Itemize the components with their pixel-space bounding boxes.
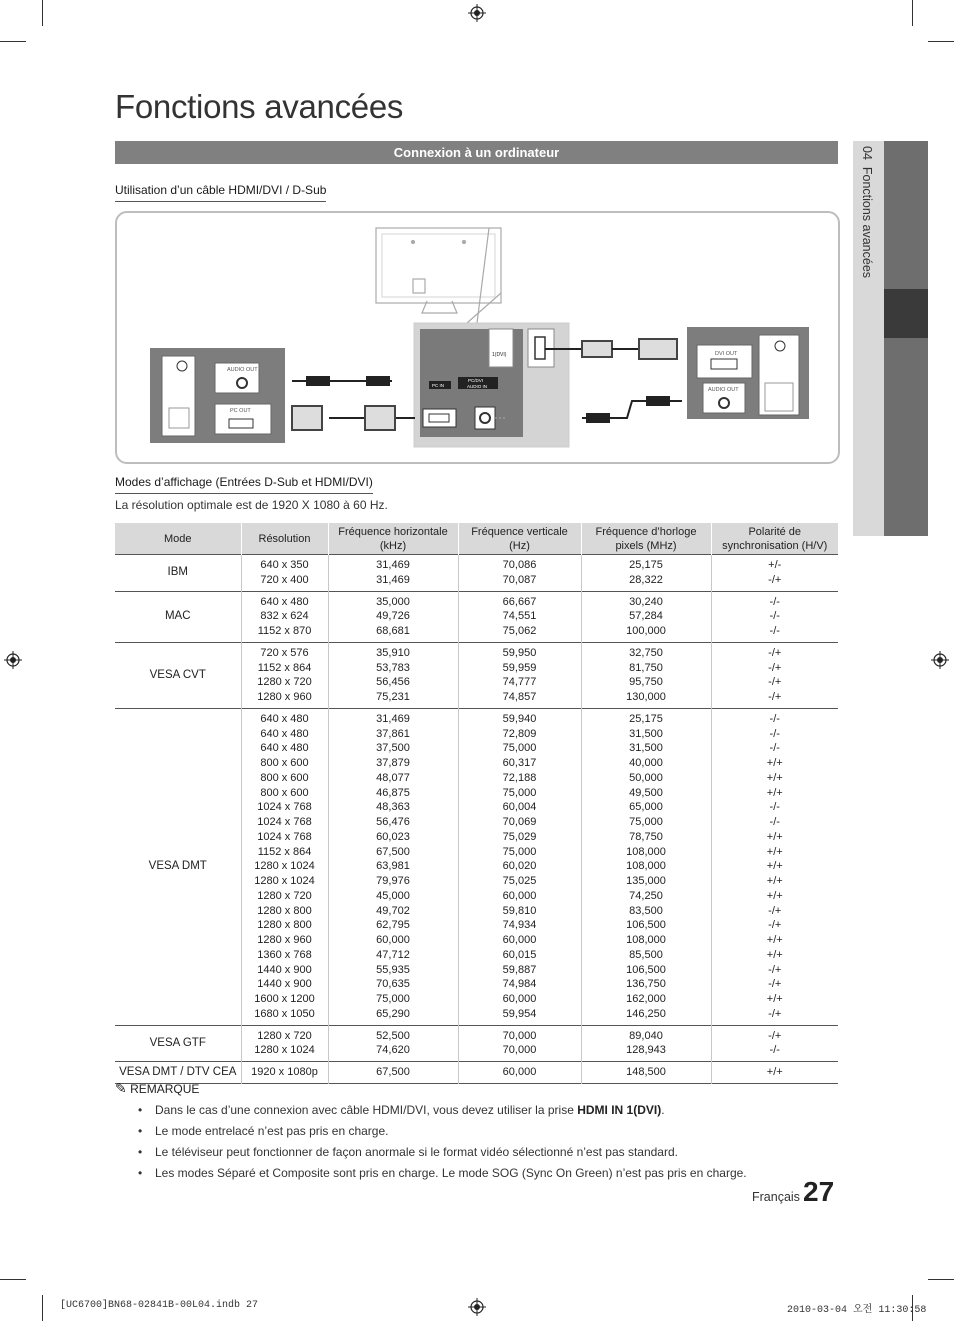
cell-line: 56,456 (376, 676, 410, 689)
cell-line: 55,935 (376, 963, 410, 976)
cell-line: +/+ (766, 757, 783, 769)
cell-line: 640 x 350 (260, 559, 309, 571)
cell-line: 45,000 (376, 889, 410, 902)
cell-mode: VESA CVT (149, 668, 206, 681)
cell-line: 1280 x 800 (257, 919, 312, 932)
cell-line: 31,469 (376, 573, 410, 586)
cell-polarity (711, 708, 838, 1025)
crop-mark (928, 41, 954, 42)
cell-line: 60,020 (502, 860, 537, 873)
cell-line: +/+ (766, 771, 783, 784)
cell-line: 1152 x 864 (257, 661, 312, 674)
cell-vfreq (458, 555, 581, 592)
cell-line: 1280 x 960 (257, 691, 312, 703)
cell-hfreq (328, 708, 458, 1025)
cell-line: 65,000 (629, 801, 663, 814)
cell-clock (581, 1062, 711, 1084)
cell-resolution (241, 591, 328, 642)
cell-line: 1440 x 900 (257, 963, 312, 976)
cell-clock (581, 591, 711, 642)
cell-line: -/- (769, 801, 780, 814)
cell-line: 30,240 (629, 595, 663, 608)
cell-line: 28,322 (629, 573, 663, 586)
cell-line: 1024 x 768 (257, 801, 312, 814)
cell-clock (581, 642, 711, 708)
cell-line: 59,950 (502, 646, 537, 659)
cell-line: 75,000 (502, 742, 537, 755)
note-heading-text: REMARQUE (130, 1082, 200, 1096)
cell-line: 72,809 (502, 727, 537, 740)
cell-line: 1024 x 768 (257, 830, 312, 843)
cell-line: 146,250 (626, 1007, 666, 1020)
cell-line: -/+ (768, 691, 782, 703)
cell-line: 720 x 400 (260, 573, 309, 586)
tv-back-icon (376, 228, 501, 323)
cell-line: 136,750 (626, 978, 666, 991)
cell-line: 67,500 (376, 845, 410, 858)
cell-line: 31,500 (629, 742, 663, 755)
cell-line: -/+ (768, 573, 782, 586)
cell-line: 79,976 (376, 875, 410, 887)
sidebar-chapter-label: Fonctions avancées (860, 166, 874, 279)
cell-line: +/+ (766, 875, 783, 887)
cell-mode: IBM (167, 566, 188, 579)
crop-mark (0, 1279, 26, 1280)
cell-line: 1152 x 864 (257, 845, 312, 858)
crop-mark (0, 41, 26, 42)
cell-line: 65,290 (376, 1007, 410, 1020)
cell-line: 800 x 600 (260, 786, 309, 799)
cell-line: 1024 x 768 (257, 816, 312, 828)
cell-line: 1280 x 1024 (254, 875, 315, 887)
cell-line: 1280 x 960 (257, 934, 312, 946)
pc2-dvi-out-label: DVI OUT (715, 351, 738, 357)
cell-line: 78,750 (629, 830, 663, 843)
cell-line: 800 x 600 (260, 771, 309, 784)
cell-line: 60,004 (502, 801, 537, 814)
cell-line: 72,188 (502, 771, 537, 784)
cell-line: 60,023 (376, 830, 410, 843)
cell-mode: VESA GTF (149, 1036, 206, 1049)
print-footer-date: 2010-03-04 오전 11:30:58 (787, 1305, 927, 1316)
tv-hdmi-label: 1(DVI) (492, 352, 507, 358)
crop-mark (912, 0, 913, 26)
cell-line: 60,000 (376, 934, 410, 946)
footer-language: Français (752, 1190, 800, 1204)
cell-line: 48,363 (376, 801, 410, 814)
cell-line: 100,000 (626, 625, 666, 637)
modes-heading: Modes d’affichage (Entrées D-Sub et HDMI/DVI) (115, 475, 373, 494)
cell-line: 108,000 (626, 934, 666, 946)
cell-resolution (241, 555, 328, 592)
cell-line: +/+ (766, 845, 783, 858)
cell-vfreq (458, 642, 581, 708)
cell-line: 70,635 (376, 978, 410, 991)
cell-line: -/- (769, 595, 780, 608)
sidebar-tab-dark (884, 141, 928, 536)
cell-line: 25,175 (629, 559, 663, 571)
diagram-heading: Utilisation d’un câble HDMI/DVI / D-Sub (115, 183, 326, 202)
cell-line: 640 x 480 (260, 712, 309, 725)
print-footer-file: [UC6700]BN68-02841B-00L04.indb 27 (60, 1300, 259, 1311)
cell-line: 40,000 (629, 757, 663, 769)
optimal-resolution-text: La résolution optimale est de 1920 X 1080 à 60 Hz. (115, 498, 388, 512)
cell-line: -/- (769, 816, 780, 828)
cell-line: 1280 x 720 (257, 1029, 312, 1042)
pencil-icon: ✎ (115, 1080, 127, 1096)
pc2-audio-out-label: AUDIO OUT (708, 387, 739, 393)
cell-line: 75,000 (629, 816, 663, 828)
cell-line: 50,000 (629, 771, 663, 784)
cell-line: 70,000 (502, 1044, 537, 1057)
cell-line: -/- (769, 610, 780, 623)
cell-line: 46,875 (376, 786, 410, 799)
cell-resolution (241, 642, 328, 708)
crop-mark (42, 1295, 43, 1321)
cell-line: 74,620 (376, 1044, 410, 1057)
list-item (133, 1101, 833, 1122)
tv-pc-dvi-label-2: AUDIO IN (467, 384, 488, 389)
cell-line: 148,500 (626, 1066, 666, 1078)
cell-line: -/+ (768, 978, 782, 991)
cell-line: 32,750 (629, 646, 663, 659)
cell-line: 1280 x 1024 (254, 860, 315, 873)
cell-line: 47,712 (376, 948, 410, 961)
cell-line: -/+ (768, 963, 782, 976)
cell-hfreq (328, 1062, 458, 1084)
cell-line: 56,476 (376, 816, 410, 828)
cell-line: 48,077 (376, 771, 410, 784)
cell-line: 31,500 (629, 727, 663, 740)
cell-line: 60,000 (502, 889, 537, 902)
cell-line: 1600 x 1200 (254, 993, 315, 1005)
note-text: . (661, 1103, 665, 1117)
cell-line: 1280 x 720 (257, 889, 312, 902)
cell-hfreq (328, 591, 458, 642)
registration-mark-icon (931, 651, 949, 669)
cell-line: 60,015 (502, 948, 537, 961)
cell-line: 1360 x 768 (257, 948, 312, 961)
cell-line: 49,702 (376, 904, 410, 917)
cell-polarity (711, 1062, 838, 1084)
col-header-polarity: Polarité de synchronisation (H/V) (711, 523, 838, 555)
cell-line: 59,954 (502, 1007, 537, 1020)
cell-line: 800 x 600 (260, 757, 309, 769)
cell-line: 57,284 (629, 610, 663, 623)
cell-mode: VESA DMT / DTV CEA (119, 1066, 237, 1078)
cell-line: 75,000 (502, 845, 537, 858)
cell-line: -/+ (768, 676, 782, 689)
page-number: 27 (803, 1176, 835, 1207)
list-item: • Le téléviseur peut fonctionner de façon anormale si le format vidéo sélectionné n’est pas standard. (133, 1143, 833, 1164)
table-row (115, 555, 838, 592)
cell-line: 85,500 (629, 948, 663, 961)
page-title: Fonctions avancées (115, 88, 404, 125)
cell-mode: MAC (164, 610, 191, 623)
tv-pc-in-label: PC IN (432, 383, 445, 388)
cell-line: -/- (769, 712, 780, 725)
cell-polarity (711, 591, 838, 642)
note-text: Dans le cas d’une connexion avec câble HDMI/DVI, vous devez utiliser la prise (155, 1103, 578, 1117)
cell-line: -/- (769, 727, 780, 740)
display-modes-table (115, 523, 838, 1084)
cell-clock (581, 708, 711, 1025)
pc-out-label: PC OUT (230, 408, 251, 414)
cell-line: -/+ (768, 904, 782, 917)
notes-list (133, 1101, 833, 1185)
cell-vfreq (458, 1025, 581, 1062)
cell-line: 75,062 (502, 625, 537, 637)
cell-line: +/- (768, 559, 782, 571)
cell-mode: VESA DMT (148, 860, 207, 873)
cell-line: 74,984 (502, 978, 537, 991)
note-heading (115, 1080, 199, 1097)
col-header-mode: Mode (115, 523, 241, 555)
connection-diagram (115, 211, 840, 464)
col-header-clock: Fréquence d’horloge pixels (MHz) (581, 523, 711, 555)
table-row (115, 708, 838, 1025)
registration-mark-icon (468, 4, 486, 22)
cell-line: +/+ (766, 860, 783, 873)
cell-line: 49,726 (376, 610, 410, 623)
sidebar-label (860, 146, 874, 278)
cell-line: +/+ (766, 889, 783, 902)
cell-line: 74,857 (502, 691, 537, 703)
cell-line: 59,887 (502, 963, 537, 976)
col-header-hfreq: Fréquence horizontale (kHz) (328, 523, 458, 555)
cell-line: 128,943 (626, 1044, 666, 1057)
registration-mark-icon (4, 651, 22, 669)
cell-polarity (711, 555, 838, 592)
cell-line: 1920 x 1080p (251, 1066, 318, 1078)
col-header-vfreq: Fréquence verticale (Hz) (458, 523, 581, 555)
cell-vfreq (458, 708, 581, 1025)
cell-line: 70,087 (502, 573, 537, 586)
cell-line: 1280 x 800 (257, 904, 312, 917)
cell-line: 49,500 (629, 786, 663, 799)
cell-line: 832 x 624 (260, 610, 309, 623)
cell-clock (581, 1025, 711, 1062)
cell-line: 67,500 (376, 1066, 410, 1078)
table-row (115, 1025, 838, 1062)
cell-line: +/+ (766, 993, 783, 1005)
cell-line: 37,500 (376, 742, 410, 755)
note-bold-text: HDMI IN 1(DVI) (577, 1103, 662, 1117)
cell-line: 59,810 (502, 904, 537, 917)
cell-line: 95,750 (629, 676, 663, 689)
tv-pc-dvi-label-1: PC/DVI (468, 378, 484, 383)
cell-resolution (241, 1062, 328, 1084)
cell-line: 108,000 (626, 845, 666, 858)
cell-line: -/- (769, 742, 780, 755)
cell-polarity (711, 642, 838, 708)
cell-line: 75,000 (502, 786, 537, 799)
cell-line: -/- (769, 625, 780, 637)
table-row (115, 591, 838, 642)
sidebar-chapter-marker (884, 289, 928, 338)
cell-line: 53,783 (376, 661, 410, 674)
cell-line: -/+ (768, 919, 782, 932)
cell-line: 75,025 (502, 875, 537, 887)
cell-line: -/- (769, 1044, 780, 1057)
cell-line: 640 x 480 (260, 727, 309, 740)
cell-line: 52,500 (376, 1029, 410, 1042)
cell-resolution (241, 708, 328, 1025)
connection-diagram-art (117, 213, 838, 462)
cell-line: 720 x 576 (260, 646, 309, 659)
cell-hfreq (328, 642, 458, 708)
cell-line: 75,029 (502, 830, 537, 843)
cell-line: -/+ (768, 646, 782, 659)
cell-line: 35,000 (376, 595, 410, 608)
cell-line: 75,231 (376, 691, 410, 703)
cell-clock (581, 555, 711, 592)
list-item: • Le mode entrelacé n’est pas pris en charge. (133, 1122, 833, 1143)
cell-hfreq (328, 555, 458, 592)
cell-line: 70,086 (502, 559, 537, 571)
cell-line: 60,000 (502, 1066, 537, 1078)
cell-line: 60,317 (502, 757, 537, 769)
cell-line: 70,000 (502, 1029, 537, 1042)
pc-right-icon (687, 327, 809, 419)
cell-line: 63,981 (376, 860, 410, 873)
cell-line: 640 x 480 (260, 595, 309, 608)
cell-line: 60,000 (502, 993, 537, 1005)
table-row (115, 1062, 838, 1084)
cell-line: 59,959 (502, 661, 537, 674)
cell-line: 74,250 (629, 889, 663, 902)
cell-line: 1440 x 900 (257, 978, 312, 991)
list-item: • Les modes Séparé et Composite sont pris en charge. Le mode SOG (Sync On Green) n’est pas pris en charge. (133, 1164, 833, 1185)
section-banner: Connexion à un ordinateur (115, 141, 838, 164)
cell-line: 75,000 (376, 993, 410, 1005)
cell-line: 74,934 (502, 919, 537, 932)
pc-left-icon (150, 348, 285, 443)
cell-line: 1280 x 720 (257, 676, 312, 689)
cell-line: 1680 x 1050 (254, 1007, 315, 1020)
registration-mark-icon (468, 1298, 486, 1316)
cell-line: 74,551 (502, 610, 537, 623)
cell-line: +/+ (766, 786, 783, 799)
cell-line: -/+ (768, 661, 782, 674)
cell-line: 25,175 (629, 712, 663, 725)
cell-line: 66,667 (502, 595, 537, 608)
cell-line: 35,910 (376, 646, 410, 659)
cell-line: +/+ (766, 830, 783, 843)
cell-line: 106,500 (626, 919, 666, 932)
cell-vfreq (458, 1062, 581, 1084)
cell-line: 89,040 (629, 1029, 663, 1042)
cell-line: 81,750 (629, 661, 663, 674)
cell-line: 37,879 (376, 757, 410, 769)
cell-line: 135,000 (626, 875, 666, 887)
cell-line: -/+ (768, 1029, 782, 1042)
crop-mark (42, 0, 43, 26)
cell-line: +/+ (766, 934, 783, 946)
cell-line: 130,000 (626, 691, 666, 703)
cell-line: 59,940 (502, 712, 537, 725)
cell-line: 62,795 (376, 919, 410, 932)
cell-line: 60,000 (502, 934, 537, 946)
cell-line: 68,681 (376, 625, 410, 637)
crop-mark (928, 1279, 954, 1280)
cell-polarity (711, 1025, 838, 1062)
cell-vfreq (458, 591, 581, 642)
cell-line: 74,777 (502, 676, 537, 689)
cell-line: 106,500 (626, 963, 666, 976)
col-header-resolution: Résolution (241, 523, 328, 555)
cell-line: 162,000 (626, 993, 666, 1005)
sidebar-chapter: 04 (860, 146, 874, 160)
cell-line: 1152 x 870 (257, 625, 312, 637)
cell-line: 1280 x 1024 (254, 1044, 315, 1057)
table-header-row (115, 523, 838, 555)
table-row (115, 642, 838, 708)
cell-line: +/+ (766, 1066, 783, 1078)
cell-line: 640 x 480 (260, 742, 309, 755)
cell-line: +/+ (766, 948, 783, 961)
pc-audio-out-label: AUDIO OUT (227, 367, 258, 373)
cell-line: 31,469 (376, 559, 410, 571)
cell-line: 31,469 (376, 712, 410, 725)
cell-line: 108,000 (626, 860, 666, 873)
cell-line: -/+ (768, 1007, 782, 1020)
cell-resolution (241, 1025, 328, 1062)
cell-line: 37,861 (376, 727, 410, 740)
cell-line: 70,069 (502, 816, 537, 828)
cell-line: 83,500 (629, 904, 663, 917)
cell-hfreq (328, 1025, 458, 1062)
